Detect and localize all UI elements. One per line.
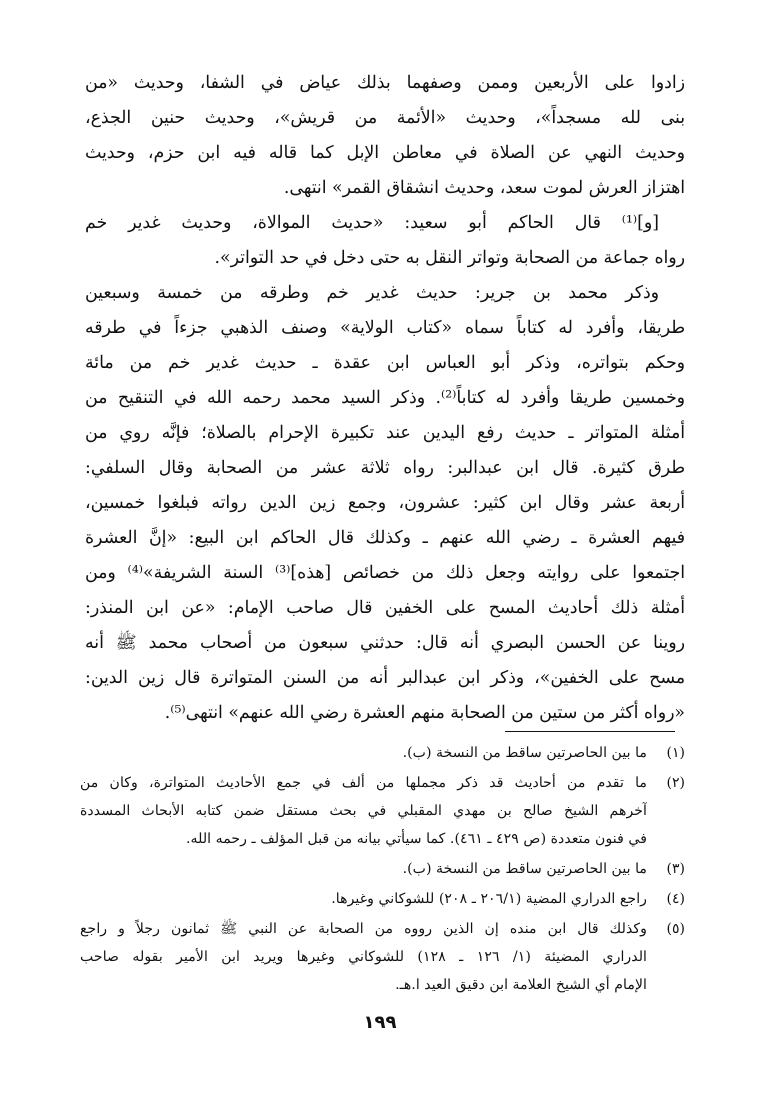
text-line: وخمسين طريقا وأفرد له كتاباً⁽²⁾. وذكر السيد محمد رحمه الله في التنقيح من [85, 388, 685, 408]
footnote-4 [80, 885, 685, 913]
text-line: اهتزاز العرش لموت سعد، وحديث انشقاق القمر» انتهى. [283, 178, 685, 198]
footnote-1 [80, 739, 685, 767]
footnotes [80, 739, 685, 1001]
text-line: بنى لله مسجداً»، وحديث «الأئمة من قريش»، وحديث حنين الجذع، [85, 108, 685, 128]
footnote-line: ما بين الحاصرتين ساقط من النسخة (ب). [402, 745, 647, 761]
footnote-line: ما بين الحاصرتين ساقط من النسخة (ب). [402, 861, 647, 877]
text-line: [و]⁽¹⁾ قال الحاكم أبو سعيد: «حديث الموالاة، وحديث غدير خم [85, 213, 659, 233]
footnote-2 [80, 769, 685, 853]
footnote-line: الدراري المضيئة (١/ ١٢٦ ـ ١٢٨) للشوكاني وغيرها ويريد ابن الأمير بقوله صاحب [80, 949, 647, 965]
footnote-line: الإمام أي الشيخ العلامة ابن دقيق العيد ا.هـ. [395, 977, 647, 993]
text-line: روينا عن الحسن البصري أنه قال: حدثني سبعون من أصحاب محمد ﷺ أنه [85, 633, 685, 653]
footnote-line: راجع الدراري المضية (٢٠٦/١ ـ ٢٠٨) للشوكاني وغيرها. [331, 891, 647, 907]
text-line: وحكم بتواتره، وذكر أبو العباس ابن عقدة ـ حديث غدير خم من مائة [85, 353, 685, 373]
footnote-number: (٢) [666, 775, 685, 791]
footnote-separator [505, 731, 675, 732]
text-line: طريقا، وأفرد له كتاباً سماه «كتاب الولاية» وصنف الذهبي جزءاً في طرقه [85, 318, 685, 338]
text-line: وحديث النهي عن الصلاة في معاطن الإبل كما قاله فيه ابن حزم، وحديث [85, 143, 685, 163]
text-line: وذكر محمد بن جرير: حديث غدير خم وطرقه من خمسة وسبعين [85, 283, 659, 303]
footnote-number: (٤) [666, 891, 685, 907]
footnote-number: (٣) [666, 861, 685, 877]
footnote-line: آخرهم الشيخ صالح بن مهدي المقبلي في بحث مستقل ضمن كتابه الأبحاث المسددة [80, 803, 647, 819]
text-line: اجتمعوا على روايته وجعل ذلك من خصائص [هذه]⁽³⁾ السنة الشريفة»⁽⁴⁾ ومن [85, 563, 685, 583]
footnote-3 [80, 855, 685, 883]
text-line: «رواه أكثر من ستين من الصحابة منهم العشرة رضي الله عنهم» انتهى⁽⁵⁾. [164, 703, 685, 723]
text-line: أربعة عشر وقال ابن كثير: عشرون، وجمع زين الدين رواته فبلغوا خمسين، [85, 493, 685, 513]
main-text [85, 66, 685, 731]
text-line: زادوا على الأربعين وممن وصفهما بذلك عياض في الشفا، وحديث «من [85, 73, 685, 93]
text-line: أمثلة المتواتر ـ حديث رفع اليدين عند تكبيرة الإحرام بالصلاة؛ فإنَّه روي من [85, 423, 685, 443]
page-number: ١٩٩ [363, 1012, 397, 1033]
text-line: رواه جماعة من الصحابة وتواتر النقل به حتى دخل في حد التواتر». [214, 248, 685, 268]
footnote-line: وكذلك قال ابن منده إن الذين رووه من الصحابة عن النبي ﷺ ثمانون رجلاً و راجع [80, 921, 647, 937]
footnote-line: في فنون متعددة (ص ٤٢٩ ـ ٤٦١). كما سيأتي بيانه من قبل المؤلف ـ رحمه الله. [186, 831, 647, 847]
footnote-5 [80, 915, 685, 999]
footnote-line: ما تقدم من أحاديث قد ذكر مجملها من ألف في جمع الأحاديث المتواترة، وكان من [80, 775, 647, 791]
text-line: مسح على الخفين»، وذكر ابن عبدالبر أنه من السنن المتواترة قال زين الدين: [85, 668, 685, 688]
text-line: طرق كثيرة. قال ابن عبدالبر: رواه ثلاثة عشر من الصحابة وقال السلفي: [85, 458, 685, 478]
text-line: فيهم العشرة ـ رضي الله عنهم ـ وكذلك قال الحاكم ابن البيع: «إنَّ العشرة [85, 528, 685, 548]
footnote-number: (١) [666, 745, 685, 761]
footnote-number: (٥) [666, 921, 685, 937]
text-line: أمثلة ذلك أحاديث المسح على الخفين قال صاحب الإمام: «عن ابن المنذر: [85, 598, 685, 618]
